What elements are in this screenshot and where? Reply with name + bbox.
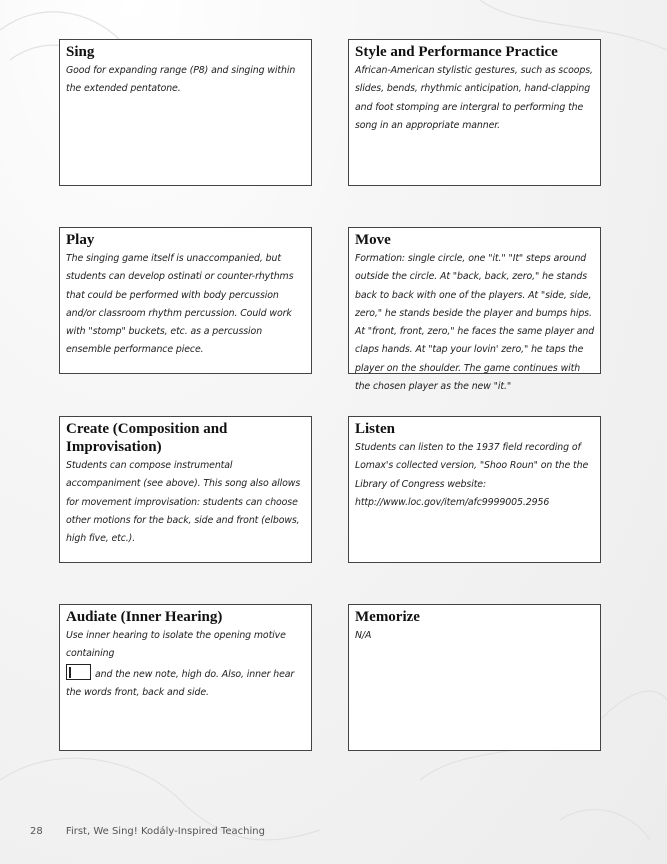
card-body: African-American stylistic gestures, such as scoops, slides, bends, rhythmic anticipation, hand-clapping and foot stomping are intergral to performing the song in an appropriate manner. [355,65,593,131]
card-title: Create (Composition and Improvisation) [66,421,228,455]
card-title: Listen [355,421,396,437]
card-title: Sing [66,44,95,60]
card-body: N/A [355,630,372,641]
card-title: Style and Performance Practice [355,44,558,60]
card-body-part-b: and the new note, high do. Also, inner hear the words front, back and side. [66,668,295,698]
page-footer [30,826,265,837]
card-body: The singing game itself is unaccompanied, but students can develop ostinati or counter-rhythms that could be performed with body percussion and/or classroom rhythm percussion. Could work with "stomp" buckets, etc. as a percussion ensemble performance piece. [66,253,294,356]
card-body: Formation: single circle, one "it." "It" steps around outside the circle. At "back, back, zero," he stands back to back with one of the players. At "side, side, zero," he stands beside the player and bumps hips. At "front, front, zero," he faces the same player and claps hands. At "tap your lovin' zero," he taps the player on the shoulder. The game continues with the chosen player as the new "it." [355,253,595,393]
card-body [66,627,306,702]
card-title: Play [66,232,95,248]
card-title: Memorize [355,609,420,625]
card-play [59,227,312,374]
card-style-performance [348,39,601,186]
card-body: Students can listen to the 1937 field recording of Lomax's collected version, "Shoo Roun" on the the Library of Congress website: http://www.loc.gov/item/afc9999005.2956 [355,442,589,508]
card-sing [59,39,312,186]
page-number: 28 [30,826,43,837]
card-title: Move [355,232,391,248]
card-create [59,416,312,563]
card-listen [348,416,601,563]
card-memorize [348,604,601,751]
card-body: Good for expanding range (P8) and singing within the extended pentatone. [66,65,296,95]
card-body: Students can compose instrumental accompaniment (see above). This song also allows for movement improvisation: students can choose other motions for the back, side and front (elbows, high five, etc.). [66,460,301,545]
card-audiate [59,604,312,751]
card-body-part-a: Use inner hearing to isolate the opening motive containing [66,630,286,660]
card-move [348,227,601,393]
card-title: Audiate (Inner Hearing) [66,609,223,625]
music-notation-icon [66,664,91,680]
book-title: First, We Sing! Kodály-Inspired Teaching [65,826,265,837]
